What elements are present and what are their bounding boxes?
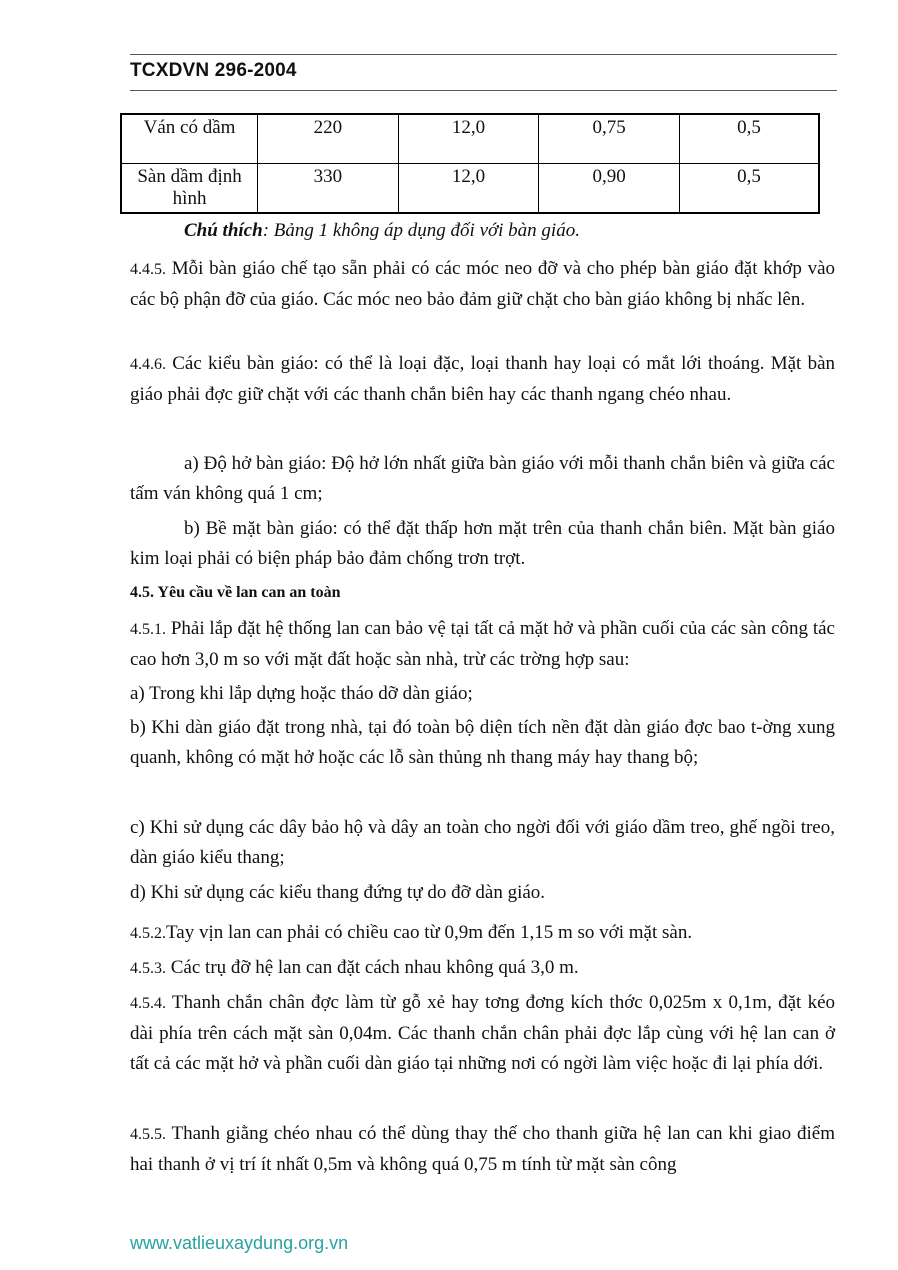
table-cell: 330 — [258, 164, 399, 214]
paragraph-4-5-1-c: c) Khi sử dụng các dây bảo hộ và dây an toàn cho ngời đối với giáo dầm treo, ghế ngồi treo, dàn giáo kiểu thang; — [130, 817, 835, 868]
document-code: TCXDVN 296-2004 — [130, 60, 297, 81]
paragraph-4-4-6-a: a) Độ hở bàn giáo: Độ hở lớn nhất giữa bàn giáo với mỗi thanh chắn biên và giữa các tấm ván không quá 1 cm; — [130, 453, 835, 504]
paragraph-text: Phải lắp đặt hệ thống lan can bảo vệ tại tất cả mặt hở và phần cuối của các sàn công tác cao hơn 3,0 m so với mặt đất hoặc sàn nhà, trừ các trờng hợp sau: — [130, 618, 835, 670]
clause-number: 4.5.5. — [130, 1126, 166, 1143]
table-cell: 0,90 — [539, 164, 680, 214]
table-cell: Ván có dầm — [121, 114, 258, 164]
table-cell: 0,75 — [539, 114, 680, 164]
clause-number: 4.5.1. — [130, 621, 166, 638]
table-cell: Sàn dầm định hình — [121, 164, 258, 214]
table-cell: 0,5 — [679, 114, 819, 164]
paragraph-text: Các kiểu bàn giáo: có thể là loại đặc, loại thanh hay loại có mắt lới thoáng. Mặt bàn giáo phải đợc giữ chặt với các thanh chắn biên hay các thanh ngang chéo nhau. — [130, 353, 835, 405]
header-bottom-rule — [130, 90, 837, 91]
paragraph-4-4-6-b: b) Bề mặt bàn giáo: có thể đặt thấp hơn mặt trên của thanh chắn biên. Mặt bàn giáo kim loại phải có biện pháp bảo đảm chống trơn trợt. — [130, 518, 835, 569]
paragraph-text: Mỗi bàn giáo chế tạo sẵn phải có các móc neo đỡ và cho phép bàn giáo đặt khớp vào các bộ phận đỡ của giáo. Các móc neo bảo đảm giữ chặt cho bàn giáo không bị nhấc lên. — [130, 258, 835, 310]
paragraph-text: Tay vịn lan can phải có chiều cao từ 0,9m đến 1,15 m so với mặt sàn. — [166, 922, 693, 943]
section-heading-4-5: 4.5. Yêu cầu về lan can an toàn — [130, 584, 341, 601]
table-row — [121, 164, 819, 214]
paragraph-text: Thanh giằng chéo nhau có thể dùng thay thế cho thanh giữa hệ lan can khi giao điểm hai thanh ở vị trí ít nhất 0,5m và không quá 0,75 m tính từ mặt sàn công — [130, 1123, 835, 1175]
paragraph-4-5-1-a: a) Trong khi lắp dựng hoặc tháo dỡ dàn giáo; — [130, 683, 473, 704]
clause-number: 4.5.2. — [130, 925, 166, 942]
note-text: : Bảng 1 không áp dụng đối với bàn giáo. — [262, 220, 580, 241]
table-cell: 220 — [258, 114, 399, 164]
paragraph-4-5-3 — [130, 953, 835, 984]
footer-website-link[interactable]: www.vatlieuxaydung.org.vn — [130, 1233, 349, 1253]
paragraph-4-4-6 — [130, 349, 835, 410]
paragraph-4-5-5 — [130, 1119, 835, 1180]
note-label: Chú thích — [184, 220, 263, 241]
paragraph-4-5-1-d: d) Khi sử dụng các kiểu thang đứng tự do đỡ dàn giáo. — [130, 882, 546, 903]
paragraph-4-5-4 — [130, 988, 835, 1079]
table-cell: 12,0 — [398, 114, 539, 164]
table-row — [121, 114, 819, 164]
paragraph-4-4-5 — [130, 254, 835, 315]
table-cell: 0,5 — [679, 164, 819, 214]
paragraph-text: Các trụ đỡ hệ lan can đặt cách nhau không quá 3,0 m. — [166, 957, 579, 978]
clause-number: 4.4.5. — [130, 261, 166, 278]
clause-number: 4.5.4. — [130, 995, 166, 1012]
paragraph-text: Thanh chắn chân đợc làm từ gỗ xẻ hay tơng đơng kích thớc 0,025m x 0,1m, đặt kéo dài phía trên cách mặt sàn 0,04m. Các thanh chắn chân phải đợc lắp cùng với hệ lan can ở tất cả các mặt hở và phần cuối dàn giáo tại những nơi có ngời làm việc hoặc đi lại phía dới. — [130, 992, 835, 1074]
paragraph-4-5-2 — [130, 918, 835, 949]
clause-number: 4.5.3. — [130, 960, 166, 977]
header-top-rule — [130, 54, 837, 55]
paragraph-4-5-1-b: b) Khi dàn giáo đặt trong nhà, tại đó toàn bộ diện tích nền đặt dàn giáo đợc bao t-ờng xung quanh, không có mặt hở hoặc các lỗ sàn thủng nh thang máy hay thang bộ; — [130, 717, 835, 768]
table-note — [184, 220, 580, 242]
table-cell: 12,0 — [398, 164, 539, 214]
paragraph-4-5-1 — [130, 614, 835, 675]
spec-table — [120, 113, 820, 214]
clause-number: 4.4.6. — [130, 356, 166, 373]
